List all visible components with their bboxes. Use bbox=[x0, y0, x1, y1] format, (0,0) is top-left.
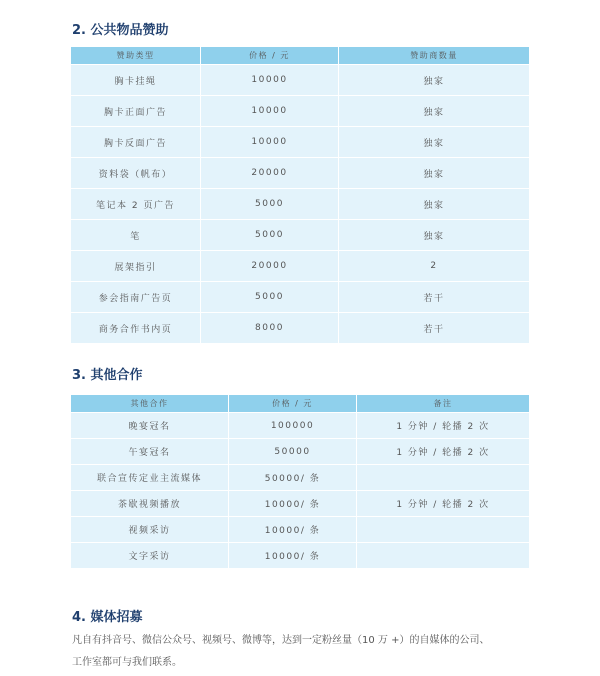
table-row bbox=[71, 543, 529, 569]
table-cell: 10000/ 条 bbox=[229, 491, 357, 517]
table-cell: 参会指南广告页 bbox=[71, 282, 201, 313]
table-cell: 茶歇视频播放 bbox=[71, 491, 229, 517]
public-goods-sponsorship-table bbox=[71, 47, 529, 344]
table-cell: 独家 bbox=[339, 158, 529, 189]
table-header-row bbox=[71, 395, 529, 413]
paragraph-line: 凡自有抖音号、微信公众号、视频号、微博等，达到一定粉丝量（10 万 +）的自媒体的公司、 bbox=[72, 635, 490, 646]
table-row bbox=[71, 517, 529, 543]
table-cell bbox=[357, 517, 529, 543]
media-recruitment-text bbox=[72, 630, 552, 674]
table-row bbox=[71, 251, 529, 282]
table-cell: 独家 bbox=[339, 127, 529, 158]
table-cell: 1 分钟 / 轮播 2 次 bbox=[357, 491, 529, 517]
table-cell: 若干 bbox=[339, 313, 529, 344]
table-cell: 独家 bbox=[339, 65, 529, 96]
table-cell: 文字采访 bbox=[71, 543, 229, 569]
table-row bbox=[71, 313, 529, 344]
section-title-other-cooperation: 3. 其他合作 bbox=[72, 368, 143, 383]
table-cell: 视频采访 bbox=[71, 517, 229, 543]
column-header: 价格 / 元 bbox=[229, 395, 357, 413]
table-cell: 1 分钟 / 轮播 2 次 bbox=[357, 439, 529, 465]
table-row bbox=[71, 127, 529, 158]
table-cell: 10000 bbox=[201, 96, 339, 127]
table-row bbox=[71, 158, 529, 189]
table-cell: 午宴冠名 bbox=[71, 439, 229, 465]
table-cell bbox=[357, 543, 529, 569]
table-cell: 5000 bbox=[201, 189, 339, 220]
table-cell: 5000 bbox=[201, 220, 339, 251]
table-cell: 5000 bbox=[201, 282, 339, 313]
column-header: 备注 bbox=[357, 395, 529, 413]
table-cell: 20000 bbox=[201, 158, 339, 189]
table-cell: 胸卡反面广告 bbox=[71, 127, 201, 158]
table-cell: 笔记本 2 页广告 bbox=[71, 189, 201, 220]
table-cell: 10000/ 条 bbox=[229, 517, 357, 543]
table-cell: 10000 bbox=[201, 127, 339, 158]
table-cell: 展架指引 bbox=[71, 251, 201, 282]
table-row bbox=[71, 96, 529, 127]
column-header: 其他合作 bbox=[71, 395, 229, 413]
table-cell bbox=[357, 465, 529, 491]
table-cell: 独家 bbox=[339, 96, 529, 127]
table-cell: 100000 bbox=[229, 413, 357, 439]
table-cell: 50000 bbox=[229, 439, 357, 465]
table-cell: 笔 bbox=[71, 220, 201, 251]
table-row bbox=[71, 413, 529, 439]
table-cell: 联合宣传定业主流媒体 bbox=[71, 465, 229, 491]
table-cell: 独家 bbox=[339, 220, 529, 251]
column-header: 赞助商数量 bbox=[339, 47, 529, 65]
section-title-public-goods: 2. 公共物品赞助 bbox=[72, 23, 169, 38]
table-cell: 20000 bbox=[201, 251, 339, 282]
table-cell: 资料袋（帆布） bbox=[71, 158, 201, 189]
table-row bbox=[71, 282, 529, 313]
table-row bbox=[71, 189, 529, 220]
table-cell: 50000/ 条 bbox=[229, 465, 357, 491]
table-header-row bbox=[71, 47, 529, 65]
table-cell: 胸卡正面广告 bbox=[71, 96, 201, 127]
other-cooperation-table bbox=[71, 395, 529, 569]
table-cell: 若干 bbox=[339, 282, 529, 313]
table-row bbox=[71, 439, 529, 465]
table-cell: 8000 bbox=[201, 313, 339, 344]
section-title-media-recruitment: 4. 媒体招募 bbox=[72, 610, 143, 625]
table-row bbox=[71, 465, 529, 491]
table-cell: 独家 bbox=[339, 189, 529, 220]
table-cell: 晚宴冠名 bbox=[71, 413, 229, 439]
table-cell: 胸卡挂绳 bbox=[71, 65, 201, 96]
paragraph-line: 工作室都可与我们联系。 bbox=[72, 657, 182, 668]
column-header: 赞助类型 bbox=[71, 47, 201, 65]
table-cell: 1 分钟 / 轮播 2 次 bbox=[357, 413, 529, 439]
table-row bbox=[71, 491, 529, 517]
column-header: 价格 / 元 bbox=[201, 47, 339, 65]
table-row bbox=[71, 65, 529, 96]
table-cell: 10000 bbox=[201, 65, 339, 96]
table-cell: 10000/ 条 bbox=[229, 543, 357, 569]
table-row bbox=[71, 220, 529, 251]
table-cell: 商务合作书内页 bbox=[71, 313, 201, 344]
table-cell: 2 bbox=[339, 251, 529, 282]
